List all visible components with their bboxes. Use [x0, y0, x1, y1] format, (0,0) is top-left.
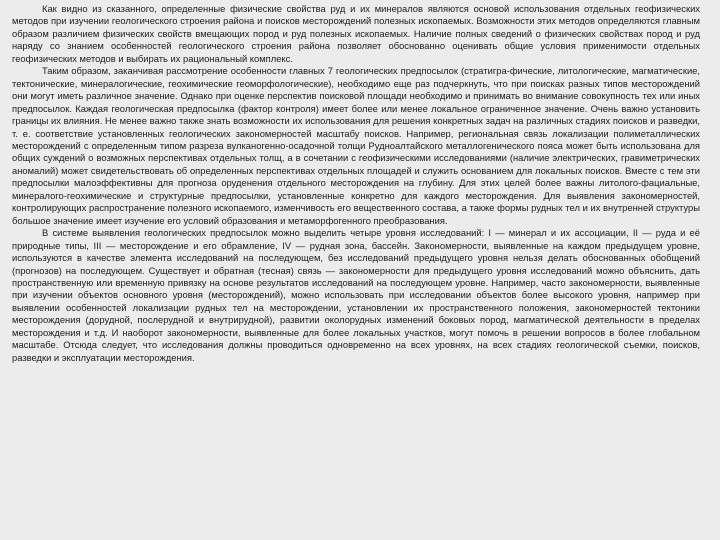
paragraph-geophysics-basis: Как видно из сказанного, определенные физические свойства руд и их минералов являются основой использования отдельных геофизических методов при изучении геологического строения района и поисков месторождений полезных ископаемых. Возможности этих методов определяются главным образом различием физических свойств вмещающих пород и руд полезных ископаемых. Наличие полных сведений о физических свойствах пород и руд наряду со знанием особенностей геологического строения района позволяет обоснованно оценивать общие условия применимости отдельных геофизических методов и выбирать их рациональный комплекс. [12, 3, 700, 64]
paragraph-geological-prerequisites: Таким образом, заканчивая рассмотрение особенности главных 7 геологических предпосылок (стратигра-фические, литологические, магматические, тектонические, минералогические, геохимические геоморфологические), необходимо еще раз подчеркнуть, что при поисках разных типов месторождений они могут иметь различное значение. Однако при оценке перспектив поисковой площади необходимо и принимать во внимание совокупность тех или иных предпосылок. Каждая геологическая предпосылка (фактор контроля) имеет более или менее локальное ограниченное значение. Очень важно установить границы их влияния. Не менее важно также знать возможности их использования для решения конкретных задач на различных стадиях поисков и разведки, т. е. соответствие установленных геологических закономерностей масштабу поисков. Например, региональная связь локализации полиметаллических месторождений с определенным типом разреза вулканогенно-осадочной толщи Рудноалтайского металлогенического пояса может быть использована для общих суждений о возможных перспективах отдельных толщ, а в сочетании с геофизическими исследованиями (наличие электрических, гравиметрических аномалий) может свидетельствовать об определенных перспективах отдельных площадей и служить основанием для локальных поисков. Вместе с тем эти предпосылки малоэффективны для прогноза оруденения отдельного месторождения на глубину. Для этих целей более важны литолого-фациальные, минералого-геохимические и структурные предпосылки, установленные конкретно для каждого месторождения. Для выявления закономерностей, контролирующих распространение полезного ископаемого, изменчивость его вещественного состава, а также формы рудных тел и их внутренней структуры большое значение имеет изучение его условий образования и метаморфогенного преобразования. [12, 65, 700, 226]
paragraph-research-levels: В системе выявления геологических предпосылок можно выделить четыре уровня исследований: I — минерал и их ассоциации, II — руда и её природные типы, III — месторождение и его обрамление, IV — рудная зона, бассейн. Закономерности, выявленные на каждом предыдущем уровне, используются в качестве элемента исследований на последующем, без исследований предыдущего уровня нельзя делать обоснованных обобщений (прогнозов) на последующем. Существует и обратная (тесная) связь — закономерности для предыдущего уровня исследований можно объяснить, дать пространственную или временную привязку на основе результатов исследований на последующем уровне. Например, часто закономерности, выявленные при изучении объектов основного уровня (месторождений), можно использовать при исследовании объектов более высокого уровня, например при выявлении особенностей локализации рудных тел на месторождении, установлении их пространственного положения, закономерностей тектоники месторождения (дорудной, послерудной и внутрирудной), развитии околорудных изменений боковых пород, магматической деятельности в пределах месторождения и т.д. И наоборот закономерности, выявленные для более локальных участков, могут помочь в решении вопросов в более глобальном масштабе. Отсюда следует, что исследования должны проводиться одновременно на всех уровнях, на всех стадиях геологической съемки, поисков, разведки и эксплуатации месторождения. [12, 227, 700, 363]
